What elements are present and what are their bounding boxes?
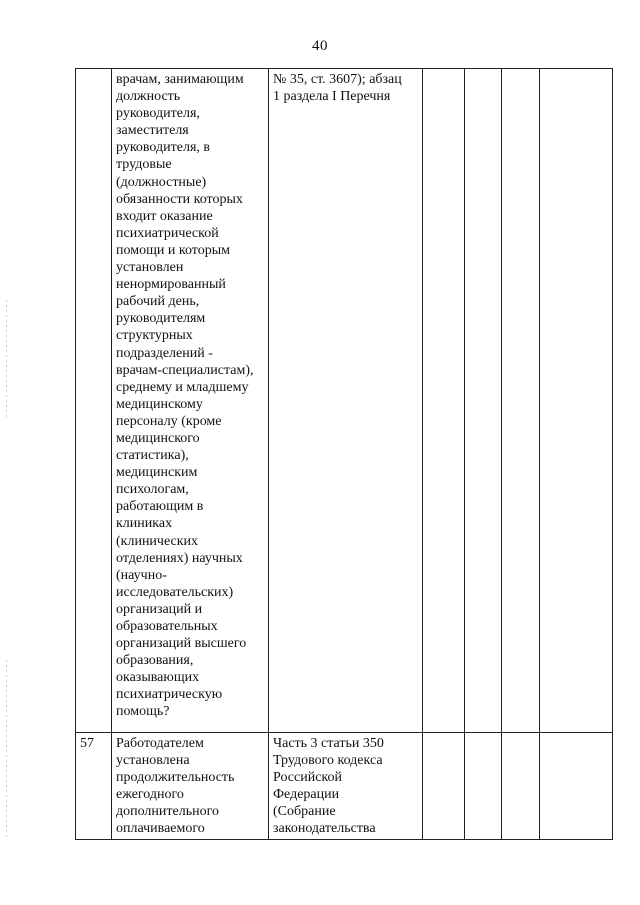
- question-cell: [112, 733, 269, 840]
- table-row: [76, 733, 613, 840]
- notes-cell: [540, 733, 613, 840]
- row-number-cell: [76, 733, 112, 840]
- row-number: 57: [80, 736, 94, 751]
- answer-yes-cell: [423, 69, 465, 733]
- question-cell: [112, 69, 269, 733]
- row-number-cell: [76, 69, 112, 733]
- answer-no-cell: [465, 69, 502, 733]
- legal-reference-text: Часть 3 статьи 350 Трудового кодекса Российской Федерации (Собрание законодательства: [273, 736, 384, 837]
- requirements-table: [75, 68, 613, 840]
- page-number: 40: [312, 38, 328, 54]
- scan-margin-mark: [6, 660, 7, 840]
- legal-reference-cell: [269, 733, 423, 840]
- scan-margin-mark: [6, 300, 7, 420]
- answer-na-cell: [502, 733, 540, 840]
- answer-yes-cell: [423, 733, 465, 840]
- legal-reference-text: № 35, ст. 3607); абзац 1 раздела I Перечня: [273, 72, 402, 105]
- table-row: [76, 69, 613, 733]
- answer-na-cell: [502, 69, 540, 733]
- answer-no-cell: [465, 733, 502, 840]
- notes-cell: [540, 69, 613, 733]
- legal-reference-cell: [269, 69, 423, 733]
- question-text: Работодателем установлена продолжительность ежегодного дополнительного оплачиваемого: [116, 736, 235, 837]
- question-text: врачам, занимающим должность руководителя, заместителя руководителя, в трудовые (должностные) обязанности которых входит оказание психиатрической помощи и которым установлен ненормированный рабочий день, руководителям структурных подразделений - врачам-специалистам), среднему и младшему медицинскому персоналу (кроме медицинского статистика), медицинским психологам, работающим в клиниках (клинических отделениях) научных (научно- исследовательских) организаций и образовательных организаций высшего образования, оказывающих психиатрическую помощь?: [116, 72, 254, 720]
